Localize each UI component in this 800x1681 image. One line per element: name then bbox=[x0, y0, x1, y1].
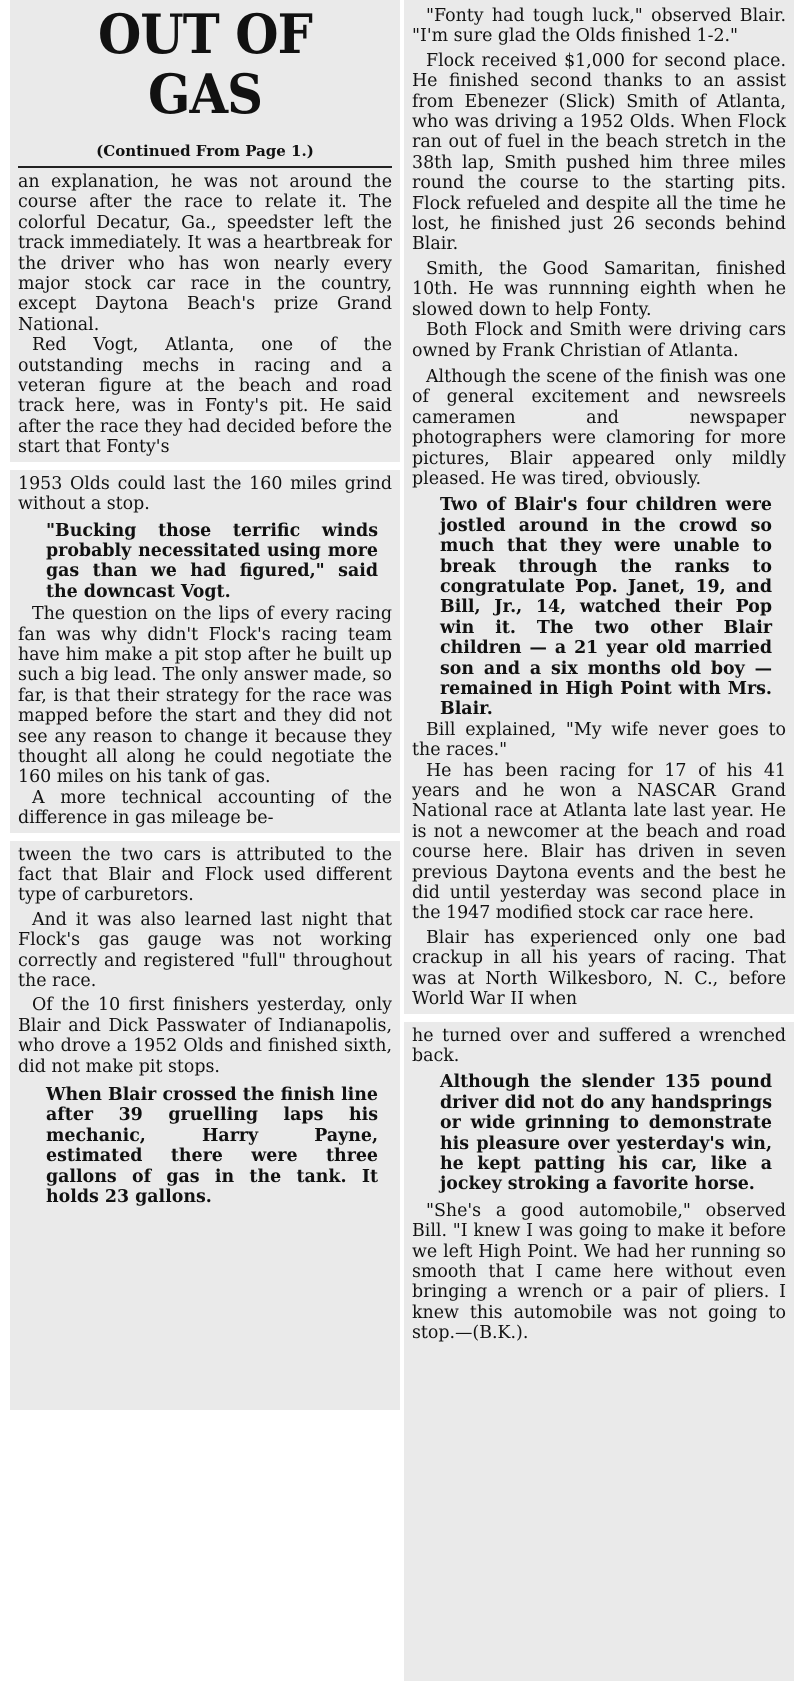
left-quote-paragraph: "Bucking those terrific winds probably necessitated using more gas than we had figured," said the downcast Vogt. bbox=[46, 520, 378, 602]
clip-gap bbox=[10, 833, 400, 841]
right-paragraph-9: Blair has experienced only one bad crackup in all his years of racing. That was at North Wilkesboro, N. C., before World War II when bbox=[412, 927, 786, 1010]
right-paragraph-1: "Fonty had tough luck," observed Blair. "I'm sure glad the Olds finished 1-2." bbox=[412, 6, 786, 47]
left-paragraph-10: When Blair crossed the finish line after 39 gruelling laps his mechanic, Harry Payne, estimated there were three gallons of gas in the tank. It holds 23 gallons. bbox=[46, 1085, 378, 1208]
left-paragraph-2: Red Vogt, Atlanta, one of the outstanding mechs in racing and a veteran figure at the beach and road track here, was in Fonty's pit. He said after the race they had decided before the start that Fonty's bbox=[18, 335, 392, 458]
right-paragraph-3: Smith, the Good Samaritan, finished 10th. He was runnning eighth when he slowed down to help Fonty. bbox=[412, 258, 786, 320]
right-paragraph-2: Flock received $1,000 for second place. He finished second thanks to an assist from Ebenezer (Slick) Smith of Atlanta, who was driving a 1952 Olds. When Flock ran out of fuel in the beach stretch in the 38th lap, Smith pushed him three miles round the course to the starting pits. Flock refueled and despite all the time he lost, he finished just 26 seconds behind Blair. bbox=[412, 50, 786, 255]
right-bold-paragraph-2: Although the slender 135 pound driver did not do any handsprings or wide grinning to demonstrate his pleasure over yesterday's win, he kept patting his car, like a jockey stroking a favorite horse. bbox=[440, 1072, 772, 1195]
left-paragraph-7: tween the two cars is attributed to the fact that Blair and Flock used different type of carburetors. bbox=[18, 844, 392, 906]
right-paragraph-12: "She's a good automobile," observed Bill. "I knew I was going to make it before we left High Point. We had her running so smooth that I came here without even bringing a wrench or a pair of pliers. I knew this automobile was not going to stop.—(B.K.). bbox=[412, 1200, 786, 1344]
left-paragraph-3: 1953 Olds could last the 160 miles grind without a stop. bbox=[18, 473, 392, 515]
clip-gap bbox=[404, 1014, 794, 1022]
headline: OUT OF GAS bbox=[98, 2, 312, 126]
right-paragraph-7: Bill explained, "My wife never goes to the races." bbox=[412, 719, 786, 761]
clip-gap bbox=[10, 462, 400, 470]
right-column-clip bbox=[404, 0, 794, 1681]
left-paragraph-6: A more technical accounting of the difference in gas mileage be- bbox=[18, 787, 392, 829]
right-bold-paragraph: Two of Blair's four children were jostled around in the crowd so much that they were unable to break through the ranks to congratulate Pop. Janet, 19, and Bill, Jr., 14, watched their Pop win it. The two other Blair children — a 21 year old married son and a six months old boy — remained in High Point with Mrs. Blair. bbox=[440, 495, 772, 720]
left-paragraph-5: The question on the lips of every racing fan was why didn't Flock's racing team have him make a pit stop after he built up such a big lead. The only answer made, so far, is that their strategy for the race was mapped before the start and they did not see any reason to change it because they thought all along he could negotiate the 160 miles on his tank of gas. bbox=[18, 604, 392, 788]
continued-note: (Continued From Page 1.) bbox=[96, 142, 314, 160]
right-paragraph-4: Both Flock and Smith were driving cars owned by Frank Christian of Atlanta. bbox=[412, 320, 786, 361]
left-paragraph-1: an explanation, he was not around the course after the race to relate it. The colorful Decatur, Ga., speedster left the track immediately. It was a heartbreak for the driver who has won nearly every major stock car race in the country, except Daytona Beach's prize Grand National. bbox=[18, 172, 392, 335]
left-paragraph-9: Of the 10 first finishers yesterday, only Blair and Dick Passwater of Indianapolis, who drove a 1952 Olds and finished sixth, did not make pit stops. bbox=[18, 995, 392, 1077]
headline-rule bbox=[18, 166, 392, 168]
left-paragraph-8: And it was also learned last night that Flock's gas gauge was not working correctly and registered "full" throughout the race. bbox=[18, 909, 392, 992]
right-paragraph-8: He has been racing for 17 of his 41 years and he won a NASCAR Grand National race at Atlanta late last year. He is not a newcomer at the beach and road course here. Blair has driven in seven previous Daytona events and the best he did until yesterday was second place in the 1947 modified stock car race here. bbox=[412, 760, 786, 924]
left-column-clip bbox=[10, 0, 400, 1410]
right-paragraph-10: he turned over and suffered a wrenched back. bbox=[412, 1025, 786, 1066]
right-paragraph-5: Although the scene of the finish was one of general excitement and newsreels cameramen and newspaper photographers were clamoring for more pictures, Blair appeared only mildly pleased. He was tired, obviously. bbox=[412, 366, 786, 489]
